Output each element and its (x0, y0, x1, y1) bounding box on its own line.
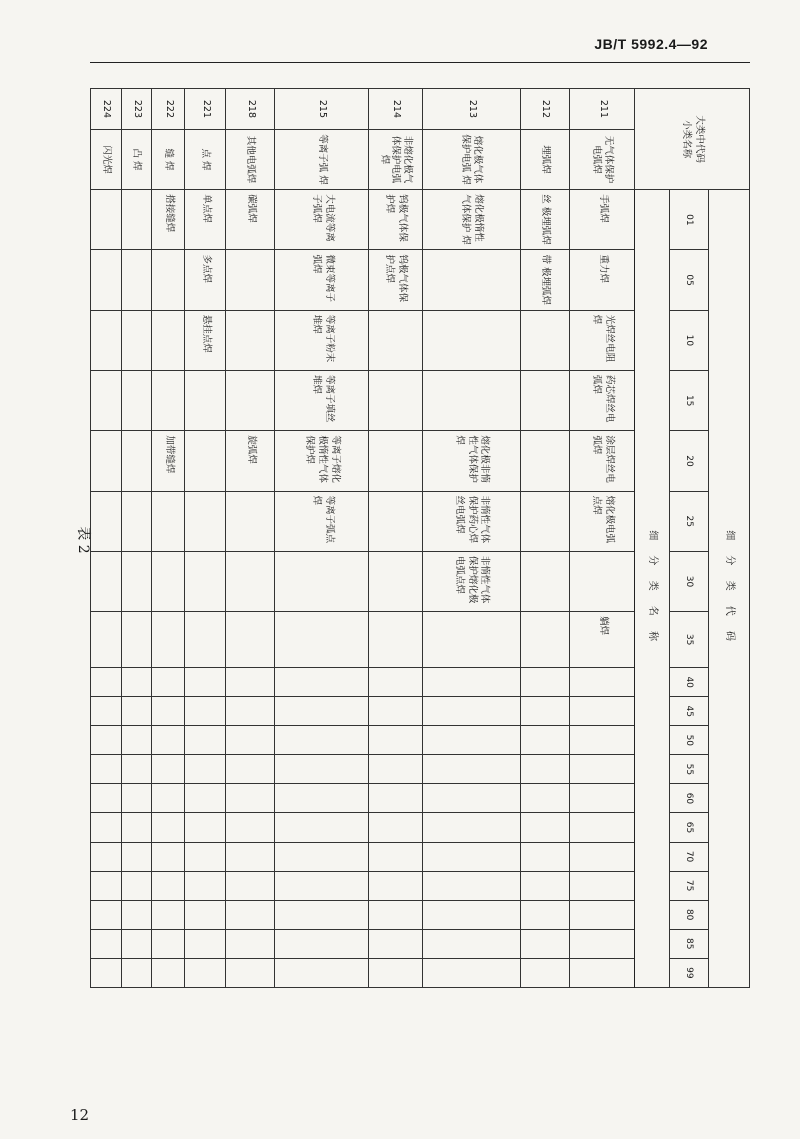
table-row (226, 89, 275, 988)
fine-class-cell (369, 958, 422, 987)
fine-class-cell (369, 726, 422, 755)
fine-class-cell (520, 784, 569, 813)
fine-class-cell (520, 551, 569, 611)
fine-class-cell (152, 491, 185, 551)
fine-class-cell (520, 371, 569, 431)
fine-class-cell (369, 431, 422, 491)
fine-class-cell (422, 612, 520, 668)
code-header-cell: 20 (670, 431, 709, 491)
code-header-cell: 50 (670, 726, 709, 755)
fine-class-cell (121, 726, 152, 755)
fine-class-cell (152, 668, 185, 697)
fine-class-cell (152, 871, 185, 900)
fine-class-cell (152, 371, 185, 431)
fine-class-cell (121, 668, 152, 697)
fine-class-cell (369, 371, 422, 431)
header-row-codes (670, 89, 709, 988)
fine-class-cell (121, 929, 152, 958)
fine-class-cell: 涂层焊丝电弧焊 (569, 431, 634, 491)
fine-class-cell (185, 755, 226, 784)
fine-class-cell (520, 726, 569, 755)
corner-cell (635, 89, 750, 190)
fine-class-cell: 丝 极埋弧焊 (520, 190, 569, 250)
fine-class-cell (185, 668, 226, 697)
fine-class-cell: 非惰性气体保护药心焊丝电弧焊 (422, 491, 520, 551)
fine-class-cell (226, 697, 275, 726)
fine-class-cell (422, 250, 520, 310)
subclass-name-cell: 等离子弧 焊 (275, 129, 369, 189)
fine-class-cell (369, 668, 422, 697)
fine-class-cell (91, 668, 122, 697)
fine-class-cell (152, 929, 185, 958)
fine-class-cell (569, 668, 634, 697)
fine-class-cell (275, 726, 369, 755)
table-row (152, 89, 185, 988)
fine-class-cell: 加带缝焊 (152, 431, 185, 491)
fine-class-cell: 躺焊 (569, 612, 634, 668)
fine-class-cell: 旋弧焊 (226, 431, 275, 491)
fine-class-cell (569, 784, 634, 813)
fine-class-cell (520, 697, 569, 726)
fine-class-cell (226, 958, 275, 987)
fine-class-cell: 等离子弧点焊 (275, 491, 369, 551)
fine-class-cell: 单点焊 (185, 190, 226, 250)
fine-class-cell (520, 813, 569, 842)
corner-label-minor: 小类名称 (681, 120, 693, 159)
fine-class-cell (422, 668, 520, 697)
fine-class-cell (226, 929, 275, 958)
fine-class-cell (275, 958, 369, 987)
classification-table (90, 88, 750, 988)
fine-class-cell (91, 726, 122, 755)
fine-class-cell (275, 929, 369, 958)
fine-class-cell (520, 958, 569, 987)
fine-class-cell (185, 784, 226, 813)
major-code-cell: 222 (152, 89, 185, 130)
table-row (369, 89, 422, 988)
header-row-fine-name (635, 89, 670, 988)
fine-class-cell: 等离子填丝堆焊 (275, 371, 369, 431)
fine-class-cell (520, 491, 569, 551)
fine-class-cell: 光焊丝电阻焊 (569, 310, 634, 370)
fine-class-cell: 钨极气体保护焊 (369, 190, 422, 250)
fine-class-cell (275, 871, 369, 900)
fine-class-cell (185, 726, 226, 755)
fine-class-cell (185, 491, 226, 551)
major-code-cell: 215 (275, 89, 369, 130)
fine-class-cell (152, 310, 185, 370)
major-code-cell: 214 (369, 89, 422, 130)
fine-class-cell (422, 900, 520, 929)
fine-class-cell (569, 755, 634, 784)
fine-class-cell (226, 551, 275, 611)
fine-class-cell (569, 958, 634, 987)
fine-class-cell (369, 612, 422, 668)
fine-class-cell (275, 697, 369, 726)
subclass-name-cell: 无气体保护电弧焊 (569, 129, 634, 189)
fine-class-cell (91, 900, 122, 929)
fine-class-cell (569, 900, 634, 929)
fine-class-cell (226, 371, 275, 431)
fine-class-cell: 搭接缝焊 (152, 190, 185, 250)
fine-class-cell (91, 958, 122, 987)
fine-class-cell (226, 900, 275, 929)
fine-class-cell: 重力焊 (569, 250, 634, 310)
fine-class-cell (185, 813, 226, 842)
fine-class-cell (275, 900, 369, 929)
fine-class-cell (520, 900, 569, 929)
fine-class-cell (226, 491, 275, 551)
fine-class-cell (121, 371, 152, 431)
fine-class-cell (185, 431, 226, 491)
fine-class-cell: 熔化极惰性气体保护 焊 (422, 190, 520, 250)
fine-class-cell (152, 813, 185, 842)
fine-class-cell (121, 612, 152, 668)
fine-class-cell (226, 813, 275, 842)
fine-class-cell (520, 668, 569, 697)
table-row (91, 89, 122, 988)
fine-class-cell (91, 551, 122, 611)
fine-class-cell: 钨极气体保护点焊 (369, 250, 422, 310)
fine-class-cell (226, 871, 275, 900)
fine-class-cell: 药芯焊丝电弧焊 (569, 371, 634, 431)
fine-class-cell (91, 697, 122, 726)
subclass-name-cell: 缝 焊 (152, 129, 185, 189)
standard-code: JB/T 5992.4—92 (594, 36, 708, 52)
fine-class-cell (121, 250, 152, 310)
corner-label-major: 大类中代码 (694, 115, 706, 163)
fine-class-cell (121, 813, 152, 842)
subclass-name-cell: 其他电弧焊 (226, 129, 275, 189)
fine-class-cell (569, 551, 634, 611)
fine-class-cell (520, 842, 569, 871)
fine-class-cell (226, 668, 275, 697)
fine-class-cell (226, 250, 275, 310)
code-header-cell: 70 (670, 842, 709, 871)
fine-class-cell (369, 755, 422, 784)
major-code-cell: 211 (569, 89, 634, 130)
fine-class-cell (275, 842, 369, 871)
fine-class-cell (185, 612, 226, 668)
fine-class-cell (121, 491, 152, 551)
fine-class-cell: 熔化极电弧点焊 (569, 491, 634, 551)
fine-class-cell (121, 842, 152, 871)
fine-class-cell (91, 190, 122, 250)
fine-class-cell: 带 极埋弧焊 (520, 250, 569, 310)
fine-class-cell (569, 697, 634, 726)
fine-class-cell (185, 842, 226, 871)
fine-class-cell (569, 871, 634, 900)
fine-class-cell (520, 310, 569, 370)
subclass-name-cell: 埋弧焊 (520, 129, 569, 189)
code-header-cell: 35 (670, 612, 709, 668)
fine-class-cell (152, 697, 185, 726)
fine-class-cell (152, 784, 185, 813)
fine-class-cell (91, 784, 122, 813)
fine-class-cell (226, 842, 275, 871)
fine-class-cell (520, 871, 569, 900)
fine-class-cell (91, 842, 122, 871)
fine-class-cell: 大电流等离子弧焊 (275, 190, 369, 250)
fine-class-cell: 多点焊 (185, 250, 226, 310)
fine-class-cell (422, 813, 520, 842)
fine-class-cell (422, 697, 520, 726)
table-row (185, 89, 226, 988)
fine-class-cell (121, 958, 152, 987)
fine-class-cell (275, 755, 369, 784)
fine-class-cell (520, 755, 569, 784)
fine-class-cell (520, 929, 569, 958)
fine-class-cell (569, 813, 634, 842)
header-rule (90, 62, 750, 63)
table-row (422, 89, 520, 988)
fine-class-cell (152, 842, 185, 871)
subclass-name-cell: 非熔化极气体保护电弧焊 (369, 129, 422, 189)
fine-class-cell (422, 958, 520, 987)
major-code-cell: 218 (226, 89, 275, 130)
fine-class-cell (91, 871, 122, 900)
subclass-name-cell: 点 焊 (185, 129, 226, 189)
fine-name-header: 细 分 类 名 称 (635, 190, 670, 988)
fine-class-cell (121, 871, 152, 900)
fine-class-cell (422, 726, 520, 755)
fine-class-cell (226, 784, 275, 813)
subclass-name-cell: 凸 焊 (121, 129, 152, 189)
fine-class-cell (91, 250, 122, 310)
fine-class-cell (569, 842, 634, 871)
fine-class-cell (121, 784, 152, 813)
fine-class-cell (185, 929, 226, 958)
fine-class-cell (226, 755, 275, 784)
fine-class-cell (275, 612, 369, 668)
fine-class-cell (275, 551, 369, 611)
fine-class-cell (520, 431, 569, 491)
fine-class-cell: 手弧焊 (569, 190, 634, 250)
fine-class-cell: 微束等离子弧焊 (275, 250, 369, 310)
fine-class-cell (369, 871, 422, 900)
fine-code-header: 细 分 类 代 码 (709, 190, 750, 988)
code-header-cell: 05 (670, 250, 709, 310)
table-caption: 表 2 (75, 526, 91, 554)
fine-class-cell: 碳弧焊 (226, 190, 275, 250)
code-header-cell: 99 (670, 958, 709, 987)
fine-class-cell (369, 929, 422, 958)
code-header-cell: 25 (670, 491, 709, 551)
code-header-cell: 75 (670, 871, 709, 900)
fine-class-cell (91, 813, 122, 842)
code-header-cell: 60 (670, 784, 709, 813)
fine-class-cell (91, 431, 122, 491)
fine-class-cell (275, 668, 369, 697)
major-code-cell: 221 (185, 89, 226, 130)
subclass-name-cell: 熔化极气体保护电弧 焊 (422, 129, 520, 189)
fine-class-cell (121, 190, 152, 250)
major-code-cell: 224 (91, 89, 122, 130)
fine-class-cell (422, 755, 520, 784)
fine-class-cell (369, 310, 422, 370)
fine-class-cell (91, 491, 122, 551)
fine-class-cell (185, 371, 226, 431)
fine-class-cell (152, 900, 185, 929)
fine-class-cell (422, 871, 520, 900)
fine-class-cell (226, 726, 275, 755)
code-header-cell: 30 (670, 551, 709, 611)
table-row (275, 89, 369, 988)
fine-class-cell (369, 491, 422, 551)
fine-class-cell: 等离子粉末堆焊 (275, 310, 369, 370)
fine-class-cell (369, 697, 422, 726)
fine-class-cell (226, 310, 275, 370)
fine-class-cell (520, 612, 569, 668)
fine-class-cell (226, 612, 275, 668)
fine-class-cell: 悬挂点焊 (185, 310, 226, 370)
fine-class-cell (91, 371, 122, 431)
code-header-cell: 85 (670, 929, 709, 958)
fine-class-cell (152, 958, 185, 987)
fine-class-cell (369, 842, 422, 871)
fine-class-cell (369, 900, 422, 929)
code-header-cell: 01 (670, 190, 709, 250)
fine-class-cell (121, 755, 152, 784)
fine-class-cell (275, 784, 369, 813)
fine-class-cell: 等离子熔化极惰性气体保护焊 (275, 431, 369, 491)
code-header-cell: 15 (670, 371, 709, 431)
fine-class-cell (91, 310, 122, 370)
major-code-cell: 213 (422, 89, 520, 130)
header-row-fine-code (709, 89, 750, 988)
fine-class-cell (91, 755, 122, 784)
code-header-cell: 55 (670, 755, 709, 784)
table-row (569, 89, 634, 988)
fine-class-cell (152, 612, 185, 668)
fine-class-cell (185, 697, 226, 726)
fine-class-cell (369, 813, 422, 842)
fine-class-cell: 非惰性气体保护熔化极电弧点焊 (422, 551, 520, 611)
fine-class-cell (152, 250, 185, 310)
fine-class-cell (152, 755, 185, 784)
fine-class-cell (121, 431, 152, 491)
page-number: 12 (70, 1106, 90, 1124)
fine-class-cell (569, 726, 634, 755)
table-row (121, 89, 152, 988)
fine-class-cell (152, 726, 185, 755)
fine-class-cell (422, 310, 520, 370)
fine-class-cell (422, 929, 520, 958)
fine-class-cell (152, 551, 185, 611)
subclass-name-cell: 闪光焊 (91, 129, 122, 189)
major-code-cell: 223 (121, 89, 152, 130)
major-code-cell: 212 (520, 89, 569, 130)
code-header-cell: 80 (670, 900, 709, 929)
fine-class-cell (121, 900, 152, 929)
fine-class-cell (185, 900, 226, 929)
fine-class-cell (422, 371, 520, 431)
fine-class-cell (369, 784, 422, 813)
fine-class-cell (121, 551, 152, 611)
code-header-cell: 40 (670, 668, 709, 697)
fine-class-cell (121, 310, 152, 370)
fine-class-cell (569, 929, 634, 958)
table-row (520, 89, 569, 988)
fine-class-cell: 熔化极非惰性气体保护焊 (422, 431, 520, 491)
code-header-cell: 65 (670, 813, 709, 842)
code-header-cell: 45 (670, 697, 709, 726)
fine-class-cell (422, 784, 520, 813)
fine-class-cell (275, 813, 369, 842)
fine-class-cell (369, 551, 422, 611)
fine-class-cell (185, 551, 226, 611)
code-header-cell: 10 (670, 310, 709, 370)
fine-class-cell (121, 697, 152, 726)
rotated-table (90, 88, 750, 988)
fine-class-cell (185, 958, 226, 987)
fine-class-cell (185, 871, 226, 900)
fine-class-cell (91, 612, 122, 668)
fine-class-cell (422, 842, 520, 871)
fine-class-cell (91, 929, 122, 958)
